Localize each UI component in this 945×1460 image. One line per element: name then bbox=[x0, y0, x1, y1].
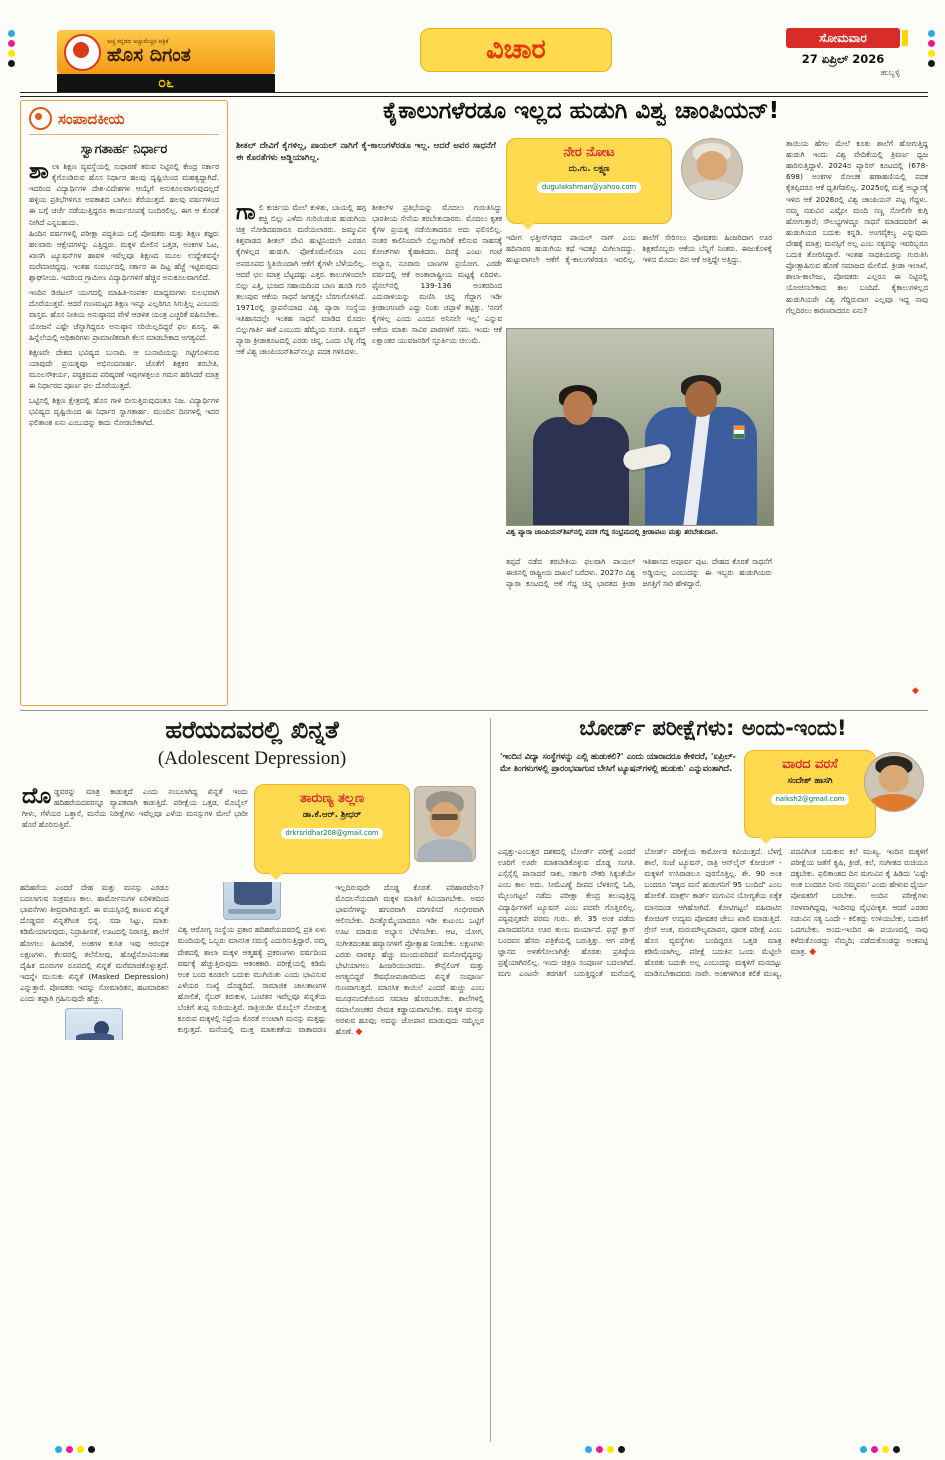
left-column-label: ತಾರುಣ್ಯ ತಲ್ಲಣ bbox=[299, 791, 365, 806]
main-headline: ಕೈಕಾಲುಗಳೆರಡೂ ಇಲ್ಲದ ಹುಡುಗಿ ವಿಶ್ವ ಚಾಂಪಿಯನ್! bbox=[382, 98, 780, 124]
main-standfirst: ಶೀತಲ್ ದೇವಿಗೆ ಕೈಗಳಿಲ್ಲ, ಪಾಯಲ್ ನಾಗಿಗೆ ಕೈ-ಕಾಲುಗಳೆರಡೂ ಇಲ್ಲ. ಆದರೆ ಅವರ ಸಾಧನೆಗೆ ಈ ಕೊರತೆಗಳು ಅಡ್ಡಿಯಾಗಿಲ್ಲ. bbox=[236, 141, 496, 164]
left-article-column-1: ಹದಿಹರೆಯ ಎಂದರೆ ದೇಹ ಮತ್ತು ಮನಸ್ಸು ಎರಡೂ ಬದಲಾಗುವ ಸಂಕ್ರಮಣ ಕಾಲ. ಹಾರ್ಮೋನುಗಳ ಏರಿಳಿತದಿಂದ ಭಾವನೆಗಳು ತೀವ್ರವಾಗಿರುತ್ತವೆ. ಈ ವಯಸ್ಸಿನಲ್ಲಿ ಕಾಣುವ ಖಿನ್ನತೆ ದೊಡ್ಡವರ ಖಿನ್ನತೆಗಿಂತ ಭಿನ್ನ. ಸದಾ ಸಿಟ್ಟು, ಮಾತು ಕಡಿಮೆಯಾಗುವುದು, ನಿದ್ರಾಹೀನತೆ, ಊಟದಲ್ಲಿ ನಿರಾಸಕ್ತಿ, ಶಾಲೆಗೆ ಹೋಗಲು ಹಿಂಜರಿಕೆ, ಅಂಕಗಳ ಕುಸಿತ ಇವು ಆರಂಭಿಕ ಲಕ್ಷಣಗಳು. ಕೆಲವರಲ್ಲಿ ತಲೆನೋವು, ಹೊಟ್ಟೆನೋವಿನಂತಹ ದೈಹಿಕ ದೂರುಗಳ ರೂಪದಲ್ಲಿ ಖಿನ್ನತೆ ಮರೆಮಾಚಿಕೊಳ್ಳುತ್ತದೆ. ಇದನ್ನೇ ಮುಸುಕು ಖಿನ್ನತೆ (Masked Depression) ಎನ್ನುತ್ತಾರೆ. ಪೋಷಕರು ಇದನ್ನು ಸೋಮಾರಿತನ, ಹಟಮಾರಿತನ ಎಂದು ತಪ್ಪಾಗಿ ಗ್ರಹಿಸುವುದೇ ಹೆಚ್ಚು. bbox=[20, 883, 169, 1004]
editorial-header bbox=[29, 107, 219, 135]
main-column-mid-bottom: ತಪ್ಪದೆ ನಡೆದ ತರಬೇತಿಯ ಫಲವಾಗಿ ಪಾಯಲ್ ಈಜಿನಲ್ಲಿ ರಾಷ್ಟ್ರೀಯ ದಾಖಲೆ ಬರೆದಳು. 2027ರ ವಿಶ್ವ ಪ್ಯಾರಾ ಕೂಟದಲ್ಲಿ ಆಕೆ ಗೆದ್ದ ಚಿನ್ನ ಭಾರತದ ಕ್ರೀಡಾ ಇತಿಹಾಸದ ಅಪೂರ್ವ ಪುಟ. ದೇಹದ ಕೊರತೆ ಸಾಧನೆಗೆ ಅಡ್ಡಿಯಲ್ಲ ಎಂಬುದನ್ನು ಈ ಇಬ್ಬರು ಹುಡುಗಿಯರು ಜಗತ್ತಿಗೆ ಸಾರಿ ಹೇಳಿದ್ದಾರೆ. bbox=[506, 557, 772, 589]
left-article-subtitle: (Adolescent Depression) bbox=[157, 748, 347, 769]
editorial-paragraph: ಇಂದಿನ ಡಿಜಿಟಲ್ ಯುಗದಲ್ಲಿ ಮಾಹಿತಿ-ಸಂಪರ್ಕ ಮಾಧ್ಯಮಗಳು ಸುಲಭವಾಗಿ ದೊರೆಯುತ್ತವೆ. ಆದರೆ ಗುಣಮಟ್ಟದ ಶಿಕ್ಷಣ ಇನ್ನೂ ಎಲ್ಲರಿಗೂ ಸಿಗುತ್ತಿಲ್ಲ ಎಂಬುದು ವಾಸ್ತವ. ಹೊಸ ನೀತಿಯ ಅನುಷ್ಠಾನದ ವೇಳೆ ಆಡಳಿತ ಯಂತ್ರ ಎಚ್ಚರಿಕೆ ವಹಿಸಬೇಕು. ಯೋಜನೆ ಎಷ್ಟೇ ಚೆನ್ನಾಗಿದ್ದರೂ ಅನುಷ್ಠಾನ ಸರಿಯಿಲ್ಲದಿದ್ದರೆ ಫಲ ಶೂನ್ಯ. ಈ ಹಿನ್ನೆಲೆಯಲ್ಲಿ ಅಧಿಕಾರಿಗಳು ಪ್ರಾಮಾಣಿಕವಾಗಿ ಕೆಲಸ ಮಾಡಬೇಕಾದ ಅಗತ್ಯವಿದೆ. bbox=[29, 288, 219, 342]
day-label: ಸೋಮವಾರ bbox=[819, 31, 867, 45]
registration-marks-bottom-left bbox=[55, 1446, 95, 1453]
reg-dot-black-icon bbox=[618, 1446, 625, 1453]
left-article-column-3: ಪರಿಹಾರವೇನು? ಮೊದಲನೆಯದಾಗಿ ಮಕ್ಕಳ ಮಾತಿಗೆ ಕಿವಿಯಾಗಬೇಕು. ಅವರ ಭಾವನೆಗಳನ್ನು ಹಗುರವಾಗಿ ಪರಿಗಣಿಸದೆ ಗಂಭೀರವಾಗಿ ಆಲಿಸಬೇಕು. ದಿನಕ್ಕೊಮ್ಮೆಯಾದರೂ ಇಡೀ ಕುಟುಂಬ ಒಟ್ಟಿಗೆ ಊಟ ಮಾಡುವ ಅಭ್ಯಾಸ ಬೆಳೆಸಬೇಕು. ಆಟ, ಯೋಗ, ಸಂಗೀತದಂತಹ ಹವ್ಯಾಸಗಳಿಗೆ ಪ್ರೋತ್ಸಾಹ ನೀಡಬೇಕು. ಲಕ್ಷಣಗಳು ಎರಡು ವಾರಕ್ಕೂ ಹೆಚ್ಚು ಮುಂದುವರಿದರೆ ಮನೋವೈದ್ಯರನ್ನು ಭೇಟಿಯಾಗಲು ಹಿಂಜರಿಯಬಾರದು. ಕೌನ್ಸೆಲಿಂಗ್ ಮತ್ತು ಅಗತ್ಯಬಿದ್ದರೆ ಔಷಧೋಪಚಾರದಿಂದ ಖಿನ್ನತೆ ಸಂಪೂರ್ಣ ಗುಣವಾಗುತ್ತದೆ. ಮಾನಸಿಕ ಕಾಯಿಲೆ ಎಂದರೆ ಹುಚ್ಚು ಎಂಬ ಮೂಢನಂಬಿಕೆಯಿಂದ ಸಮಾಜ ಹೊರಬರಬೇಕು. ಶಾಲೆಗಳಲ್ಲಿ ಸಮಾಲೋಚಕರ ನೇಮಕ ಕಡ್ಡಾಯವಾಗಬೇಕು. ಮಕ್ಕಳ ಮನಸ್ಸು ಅರಳುವ ಹೂವು; ಅದನ್ನು ಜೋಪಾನ ಮಾಡುವುದು ನಮ್ಮೆಲ್ಲರ ಹೊಣೆ. bbox=[335, 883, 484, 1037]
main-author-email: dugulakshman@yahoo.com bbox=[537, 182, 641, 193]
right-column-label: ವಾರದ ವರಸೆ bbox=[782, 757, 838, 772]
avatar-glasses bbox=[432, 814, 458, 820]
avatar-shirt bbox=[684, 181, 739, 200]
registration-marks-bottom-center bbox=[585, 1446, 625, 1453]
left-byline-badge bbox=[254, 784, 410, 874]
avatar-face bbox=[879, 765, 909, 793]
day-banner bbox=[786, 28, 900, 48]
editorial-body bbox=[29, 161, 219, 681]
reg-dot-magenta-icon bbox=[871, 1446, 878, 1453]
photo-caption: ವಿಶ್ವ ಪ್ಯಾರಾ ಚಾಂಪಿಯನ್‌ಶಿಪ್‌ನಲ್ಲಿ ಪದಕ ಗೆದ್ದ ಸಂಭ್ರಮದಲ್ಲಿ ಕ್ರೀಡಾಪಟು ಮತ್ತು ತರಬೇತುದಾರ. bbox=[506, 528, 719, 536]
editorial-section-label: ಸಂಪಾದಕೀಯ bbox=[58, 109, 125, 128]
registration-marks-bottom-right bbox=[860, 1446, 900, 1453]
reg-dot-yellow-icon bbox=[8, 50, 15, 57]
left-article-body bbox=[20, 882, 484, 1440]
right-article-title: ಬೋರ್ಡ್ ಪರೀಕ್ಷೆಗಳು: ಅಂದು-ಇಂದು! bbox=[579, 716, 847, 740]
left-article-intro bbox=[22, 786, 248, 878]
masthead-name: ಹೊಸ ದಿಗಂತ bbox=[107, 44, 191, 66]
editorial-box bbox=[20, 100, 228, 706]
masthead-text bbox=[107, 39, 191, 65]
right-author-name: ಸಂದೇಶ್ ಹಾಸಗಿ bbox=[787, 776, 833, 787]
page-number-strip: ೦೬ bbox=[57, 74, 275, 92]
article-photo bbox=[506, 328, 774, 526]
editorial-paragraph: ಶಿಕ್ಷಣವೇ ದೇಶದ ಭವಿಷ್ಯದ ಬುನಾದಿ. ಆ ಬುನಾದಿಯನ್ನು ಗಟ್ಟಿಗೊಳಿಸುವ ಯಾವುದೇ ಪ್ರಯತ್ನವೂ ಅಭಿನಂದನಾರ್ಹ. ಜೊತೆಗೆ ಶಿಕ್ಷಕರ ತರಬೇತಿ, ಮೂಲಸೌಕರ್ಯ, ಪಠ್ಯಕ್ರಮದ ಪರಿಷ್ಕರಣೆ ಇವುಗಳತ್ತಲೂ ಗಮನ ಹರಿಸಿದರೆ ಮಾತ್ರ ಈ ನಿರ್ಧಾರದ ಪೂರ್ಣ ಫಲ ದೊರೆಯುತ್ತದೆ. bbox=[29, 347, 219, 391]
left-author-photo bbox=[414, 786, 476, 862]
main-author-photo bbox=[681, 138, 743, 200]
registration-marks-top-right bbox=[928, 30, 935, 67]
main-byline-badge bbox=[506, 138, 672, 224]
editorial-paragraph: ಲಾ ಶಿಕ್ಷಣ ವ್ಯವಸ್ಥೆಯಲ್ಲಿ ಸುಧಾರಣೆ ತರುವ ನಿಟ್ಟಿನಲ್ಲಿ ಕೇಂದ್ರ ಸರ್ಕಾರ ಕೈಗೊಂಡಿರುವ ಹೊಸ ನಿರ್ಧಾರ ಹಲವು ದೃಷ್ಟಿಯಿಂದ ಮಹತ್ವದ್ದಾಗಿದೆ. ಇದರಿಂದ ವಿದ್ಯಾರ್ಥಿಗಳ ದೇಶ-ವಿದೇಶಗಳ ಆಯ್ಕೆಗೆ ಅನುಕೂಲವಾಗುವುದಲ್ಲದೆ ಹಳ್ಳಿಯ ಪ್ರತಿಭೆಗಳಿಗೂ ಅವಕಾಶದ ಬಾಗಿಲು ತೆರೆಯುತ್ತದೆ. ಹಲವು ವರ್ಷಗಳಿಂದ ಈ ಬಗ್ಗೆ ಚರ್ಚೆ ನಡೆಯುತ್ತಿದ್ದರೂ ಕಾರ್ಯರೂಪಕ್ಕೆ ಬಂದಿರಲಿಲ್ಲ. ಈಗ ಆ ಕೊರತೆ ನೀಗಿದೆ ಎನ್ನಬಹುದು. bbox=[29, 162, 219, 227]
main-article bbox=[234, 98, 928, 706]
main-column-2: ಶೀತಲ್‌ಳ ಪ್ರತಿಭೆಯನ್ನು ಮೊದಲು ಗುರುತಿಸಿದ್ದು ಭಾರತೀಯ ಸೇನೆಯ ತರಬೇತುದಾರರು. ಮೊದಲು ಕೃತಕ ಕೈಗಳ ಪ್ರಯತ್ನ ನಡೆಯಿತಾದರೂ ಅದು ಫಲಿಸಲಿಲ್ಲ. ನಂತರ ಕಾಲಿನಿಂದಲೇ ಬಿಲ್ಲುಗಾರಿಕೆ ಕಲಿಸುವ ಸಾಹಸಕ್ಕೆ ಕೋಚ್‌ಗಳು ಕೈಹಾಕಿದರು. ದಿನಕ್ಕೆ ಎಂಟು ಗಂಟೆ ಅಭ್ಯಾಸ, ನೂರಾರು ಬಾಣಗಳ ಪ್ರಯೋಗ. ಎರಡೇ ವರ್ಷದಲ್ಲಿ ಆಕೆ ಅಂತಾರಾಷ್ಟ್ರೀಯ ಮಟ್ಟಕ್ಕೆ ಏರಿದಳು. ಫೈನಲ್‌ನಲ್ಲಿ 139-136 ಅಂತರದಿಂದ ಎದುರಾಳಿಯನ್ನು ಮಣಿಸಿ ಚಿನ್ನ ಗೆದ್ದಾಗ ಇಡೀ ಕ್ರೀಡಾಂಗಣವೇ ಎದ್ದು ನಿಂತು ಚಪ್ಪಾಳೆ ತಟ್ಟಿತ್ತು. 'ನನಗೆ ಕೈಗಳಿಲ್ಲ ಎಂದು ಎಂದೂ ಅನಿಸಲೇ ಇಲ್ಲ' ಎನ್ನುವ ಆಕೆಯ ಮಾತು ಸಾವಿರ ಪಾಠಗಳಿಗೆ ಸಮ. ಇಂದು ಆಕೆ ಲಕ್ಷಾಂತರ ಯುವಜನರಿಗೆ ಸ್ಫೂರ್ತಿಯ ಚಿಲುಮೆ. bbox=[372, 203, 502, 346]
right-author-email: naiksh2@gmail.com bbox=[771, 794, 850, 805]
reg-dot-magenta-icon bbox=[8, 40, 15, 47]
left-article-column-2: ವಿಶ್ವ ಆರೋಗ್ಯ ಸಂಸ್ಥೆಯ ಪ್ರಕಾರ ಹದಿಹರೆಯದವರಲ್ಲಿ ಪ್ರತಿ ಏಳು ಮಂದಿಯಲ್ಲಿ ಒಬ್ಬರು ಮಾನಸಿಕ ಸಮಸ್ಯೆ ಎದುರಿಸುತ್ತಿದ್ದಾರೆ. ನಮ್ಮ ದೇಶದಲ್ಲಿ ಶಾಲಾ ಮಕ್ಕಳ ಆತ್ಮಹತ್ಯೆ ಪ್ರಕರಣಗಳು ವರ್ಷದಿಂದ ವರ್ಷಕ್ಕೆ ಹೆಚ್ಚುತ್ತಿರುವುದು ಆತಂಕಕಾರಿ. ಪರೀಕ್ಷೆಯಲ್ಲಿ ಕಡಿಮೆ ಅಂಕ ಬಂದ ಕೂಡಲೇ ಬದುಕು ಮುಗಿಯಿತು ಎಂದು ಭಾವಿಸುವ ಎಳೆಯರ ಸಂಖ್ಯೆ ದೊಡ್ಡದಿದೆ. ಸಾಮಾಜಿಕ ಜಾಲತಾಣಗಳ ಹೋಲಿಕೆ, ಸೈಬರ್ ಕಿರುಕುಳ, ಒಂಟಿತನ ಇವೆಲ್ಲವೂ ಖಿನ್ನತೆಯ ಬೆಂಕಿಗೆ ತುಪ್ಪ ಸುರಿಯುತ್ತಿವೆ. ರಾತ್ರಿಯಿಡೀ ಮೊಬೈಲ್ ನೋಡುತ್ತ ಕೂರುವ ಮಕ್ಕಳಲ್ಲಿ ನಿದ್ರೆಯ ಕೊರತೆ ಉಂಟಾಗಿ ಮನಸ್ಸು ಮತ್ತಷ್ಟು ಕುಗ್ಗುತ್ತದೆ. ಮನೆಯಲ್ಲಿ ಮುಕ್ತ ಮಾತುಕತೆಯ ವಾತಾವರಣ ಇಲ್ಲದಿರುವುದೇ ದೊಡ್ಡ ಕೊರತೆ. bbox=[177, 883, 433, 1035]
reg-dot-magenta-icon bbox=[928, 40, 935, 47]
right-article-column-2: ಇಂದು ಚಿತ್ರಣ ಸಂಪೂರ್ಣ ಬದಲಾಗಿದೆ. ಮಗು ಎಂಟನೇ ತರಗತಿಗೆ ಬರುತ್ತಿದ್ದಂತೆ ಮನೆಯಲ್ಲಿ ಬೋರ್ಡ್ ಪರೀಕ್ಷೆಯ ಕಾರ್ಮೋಡ ಕವಿಯುತ್ತದೆ. ಬೆಳಗ್ಗೆ ಶಾಲೆ, ಸಂಜೆ ಟ್ಯೂಷನ್, ರಾತ್ರಿ ಆನ್‌ಲೈನ್ ಕೋಚಿಂಗ್ - ಮಕ್ಕಳಿಗೆ ಉಸಿರಾಡಲೂ ಪುರಸೊತ್ತಿಲ್ಲ. ಶೇ. 90 ಅಂಕ ಬಂದರೂ 'ಪಕ್ಕದ ಮನೆ ಹುಡುಗನಿಗೆ 95 ಬಂದಿದೆ' ಎಂಬ ಹೋಲಿಕೆ. ಮಾರ್ಕ್ಸ್ ಕಾರ್ಡ್ ಮಗುವಿನ ಯೋಗ್ಯತೆಯ ಏಕೈಕ ಮಾನದಂಡ ಆಗಿಹೋಗಿದೆ. ಕೋಟಿಗಟ್ಟಲೆ ವಹಿವಾಟಿನ ಕೋಚಿಂಗ್ ಉದ್ಯಮ ಪೋಷಕರ ಜೇಬು ಖಾಲಿ ಮಾಡುತ್ತಿದೆ. ಗ್ರೇಸ್ ಅಂಕ, ಮರುಮೌಲ್ಯಮಾಪನ, ಪೂರಕ ಪರೀಕ್ಷೆ ಎಂಬ ಹೊಸ ವ್ಯವಸ್ಥೆಗಳು ಬಂದಿದ್ದರೂ ಒತ್ತಡ ಮಾತ್ರ ಕಡಿಮೆಯಾಗಿಲ್ಲ. bbox=[498, 847, 782, 979]
main-dropcap: ಗಾ bbox=[236, 202, 256, 225]
bottom-column-divider bbox=[490, 718, 491, 1442]
edition-label: ಹುಬ್ಬಳ್ಳಿ bbox=[880, 68, 900, 77]
reg-dot-magenta-icon bbox=[596, 1446, 603, 1453]
main-column-1-text: ಲಿ ಕುರ್ಚಿಯ ಮೇಲೆ ಕುಳಿತು, ಬಾಯಲ್ಲಿ ಹಗ್ಗ ಕಚ್ಚಿ ಬಿಲ್ಲು ಎಳೆದು ಗುರಿಯಿಡುವ ಹುಡುಗಿಯ ಚಿತ್ರ ನೋಡಿದವರಾರೂ ಮರೆಯಲಾರರು. ಜಮ್ಮುವಿನ ಕಿಶ್ತವಾಡದ ಶೀತಲ್ ದೇವಿ ಹುಟ್ಟಿನಿಂದಲೇ ಎರಡೂ ಕೈಗಳಿಲ್ಲದ ಹುಡುಗಿ. ಫೋಕೊಮೇಲಿಯಾ ಎಂಬ ಅಪರೂಪದ ಸ್ಥಿತಿಯಿಂದಾಗಿ ಆಕೆಗೆ ಕೈಗಳೇ ಬೆಳೆಯಲಿಲ್ಲ. ಆದರೆ ಛಲ ಮಾತ್ರ ಬೆಟ್ಟದಷ್ಟು ಎತ್ತರ. ಕಾಲುಗಳಿಂದಲೇ ಬಿಲ್ಲು ಎತ್ತಿ, ಭುಜದ ಸಹಾಯದಿಂದ ಬಾಣ ಹೂಡಿ ಗುರಿ ತಲುಪುವ ಆಕೆಯ ಸಾಧನೆ ಜಗತ್ತನ್ನೇ ಬೆರಗುಗೊಳಿಸಿದೆ. 1971ರಲ್ಲಿ ಸ್ಥಾಪನೆಯಾದ ವಿಶ್ವ ಪ್ಯಾರಾ ಸಂಸ್ಥೆಯ ಇತಿಹಾಸದಲ್ಲೇ ಇಂತಹ ಸಾಧನೆ ಮಾಡಿದ ಮೊದಲ ಬಿಲ್ಲುಗಾರ್ತಿ ಈಕೆ ಎಂಬುದು ಹೆಮ್ಮೆಯ ಸಂಗತಿ. ಏಷ್ಯನ್ ಪ್ಯಾರಾ ಕ್ರೀಡಾಕೂಟದಲ್ಲಿ ಎರಡು ಚಿನ್ನ, ಒಂದು ಬೆಳ್ಳಿ ಗೆದ್ದ ಆಕೆ ವಿಶ್ವ ಚಾಂಪಿಯನ್‌ಶಿಪ್‌ನಲ್ಲೂ ಪದಕ ಗಳಿಸಿದಳು. bbox=[236, 203, 366, 357]
header-divider bbox=[20, 92, 928, 97]
photo-figure-right-face bbox=[685, 381, 717, 417]
left-author-email: drkrsridhar208@gmail.com bbox=[281, 828, 384, 839]
reg-dot-yellow-icon bbox=[77, 1446, 84, 1453]
illustration-floor bbox=[228, 909, 276, 914]
right-article-intro: 'ಇಂದಿನ ವಿದ್ಯಾ ಸಂಸ್ಥೆಗಳನ್ನು ಎಲ್ಲಿ ಹುಡುಕಲಿ?' ಎಂದು ಯಾರಾದರೂ ಕೇಳಿದರೆ, 'ಏಪ್ರಿಲ್-ಮೇ ತಿಂಗಳುಗಳಲ್ಲಿ ಪ್ರಾರಂಭವಾಗುವ ಬೇಸಿಗೆ ಟ್ಯೂಷನ್‌ಗಳಲ್ಲಿ ಹುಡುಕು' ಎನ್ನುವಂತಾಗಿದೆ. bbox=[500, 751, 736, 774]
right-author-photo bbox=[864, 752, 924, 812]
reg-dot-black-icon bbox=[928, 60, 935, 67]
right-article-column-3: ಪರೀಕ್ಷೆ ಬದುಕಿನ ಒಂದು ಮೆಟ್ಟಿಲೇ ಹೊರತು ಬದುಕೇ ಅಲ್ಲ ಎಂಬುದನ್ನು ಮಕ್ಕಳಿಗೆ ಮನದಟ್ಟು ಮಾಡಿಸಬೇಕಾದವರು ನಾವೇ. ಅಂಕಗಳಿಗಿಂತ ಕಲಿಕೆ ಮುಖ್ಯ, ಪದವಿಗಿಂತ ಬದುಕುವ ಕಲೆ ಮುಖ್ಯ. ಇಂದಿನ ಮಕ್ಕಳಿಗೆ ಪರೀಕ್ಷೆಯ ಜತೆಗೆ ಕೃಷಿ, ಕ್ರೀಡೆ, ಕಲೆ, ಸಂಗೀತದ ರುಚಿಯೂ ದಕ್ಕಬೇಕು. ಫಲಿತಾಂಶದ ದಿನ ಮಗುವಿನ ಕೈ ಹಿಡಿದು 'ಎಷ್ಟೇ ಅಂಕ ಬಂದರೂ ನೀನು ನಮ್ಮವನು' ಎಂದು ಹೇಳುವ ಧೈರ್ಯ ಪೋಷಕರಿಗೆ ಬರಬೇಕು. ಅಂದಿನ ಪರೀಕ್ಷೆಗಳು ಸರಳವಾಗಿದ್ದವು, ಇಂದಿನವು ವೈಭವೀಕೃತ. ಆದರೆ ಎರಡರ ನಡುವಿನ ಸತ್ಯ ಒಂದೇ - ಕಲಿತದ್ದು ಉಳಿಯಬೇಕು, ಬದುಕಿಗೆ ಒದಗಬೇಕು. ಅಂದು-ಇಂದಿನ ಈ ಪಯಣದಲ್ಲಿ ನಾವು ಕಳೆದುಕೊಂಡದ್ದು ನೆಮ್ಮದಿ; ಪಡೆದುಕೊಂಡದ್ದು ಅಂಕಪಟ್ಟಿ ಮಾತ್ರ. bbox=[644, 847, 928, 979]
avatar-face bbox=[696, 151, 727, 180]
right-byline-badge bbox=[744, 750, 876, 838]
reg-dot-black-icon bbox=[88, 1446, 95, 1453]
left-article-intro-text: ಡ್ಡವರನ್ನು ಮಾತ್ರ ಕಾಡುತ್ತದೆ ಎಂದು ನಂಬಲಾಗಿದ್ದ ಖಿನ್ನತೆ ಇಂದು ಹದಿಹರೆಯದವರನ್ನೂ ವ್ಯಾಪಕವಾಗಿ ಕಾಡುತ್ತಿದೆ. ಪರೀಕ್ಷೆಯ ಒತ್ತಡ, ಮೊಬೈಲ್ ಗೀಳು, ಗೆಳೆಯರ ಒತ್ತಾಸೆ, ಮನೆಯ ನಿರೀಕ್ಷೆಗಳು ಇವೆಲ್ಲವೂ ಎಳೆಯ ಮನಸ್ಸುಗಳ ಮೇಲೆ ಭಾರೀ ಹೊರೆ ಹೊರಿಸುತ್ತಿವೆ. bbox=[22, 787, 248, 830]
masthead bbox=[57, 30, 275, 74]
avatar-face bbox=[429, 802, 460, 838]
main-column-label: ನೇರ ನೋಟ bbox=[563, 145, 615, 160]
right-article-body bbox=[498, 846, 928, 1438]
reg-dot-cyan-icon bbox=[860, 1446, 867, 1453]
reg-dot-cyan-icon bbox=[928, 30, 935, 37]
photo-figure-left bbox=[533, 417, 629, 526]
reg-dot-black-icon bbox=[8, 60, 15, 67]
masthead-tagline: ಅಚ್ಚ ಕನ್ನಡದ ಅಚ್ಚುಮೆಚ್ಚಿನ ಪತ್ರಿಕೆ bbox=[107, 39, 169, 45]
reg-dot-yellow-icon bbox=[607, 1446, 614, 1453]
main-column-5: ತಾಯಿಯ ಹೆಗಲ ಮೇಲೆ ಕೂತು ಶಾಲೆಗೆ ಹೋಗುತ್ತಿದ್ದ ಹುಡುಗಿ ಇಂದು ವಿಶ್ವ ವೇದಿಕೆಯಲ್ಲಿ ತ್ರಿವರ್ಣ ಧ್ವಜ ಹಾರಿಸುತ್ತಿದ್ದಾಳೆ. 2024ರ ಪ್ಯಾರಿಸ್ ಕೂಟದಲ್ಲಿ (678-698) ಅಂಕಗಳ ರೋಚಕ ಹಣಾಹಣಿಯಲ್ಲಿ ಪದಕ ಕೈತಪ್ಪಿದರೂ ಆಕೆ ಧೃತಿಗೆಡಲಿಲ್ಲ. 2025ರಲ್ಲಿ ಮತ್ತೆ ಅಭ್ಯಾಸಕ್ಕೆ ಇಳಿದ ಆಕೆ 2026ರಲ್ಲಿ ವಿಶ್ವ ಚಾಂಪಿಯನ್ ಪಟ್ಟ ಗೆದ್ದಳು. ನಮ್ಮ ನಡುವಿನ ಎಷ್ಟೋ ಮಂದಿ ಸಣ್ಣ ಸೋಲಿಗೇ ಕುಗ್ಗಿ ಹೋಗುತ್ತಾರೆ; ಸೌಲಭ್ಯಗಳಿದ್ದೂ ಸಾಧನೆ ಮಾಡದವರಿಗೆ ಈ ಹುಡುಗಿಯರ ಬದುಕು ಕನ್ನಡಿ. ಅಂಗವೈಕಲ್ಯ ಎನ್ನುವುದು ದೇಹಕ್ಕೆ ಮಾತ್ರ; ಮನಸ್ಸಿಗೆ ಅಲ್ಲ ಎಂಬ ಸತ್ಯವನ್ನು ಇವರಿಬ್ಬರೂ ಬದುಕಿ ತೋರಿಸಿದ್ದಾರೆ. ಇಂತಹ ಸಾಧಕಿಯರನ್ನು ಗುರುತಿಸಿ ಪ್ರೋತ್ಸಾಹಿಸುವ ಹೊಣೆ ಸಮಾಜದ ಮೇಲಿದೆ. ಕ್ರೀಡಾ ಇಲಾಖೆ, ಶಾಲಾ-ಕಾಲೇಜು, ಪೋಷಕರು ಎಲ್ಲರೂ ಈ ನಿಟ್ಟಿನಲ್ಲಿ ಯೋಚಿಸಬೇಕಾದ ಕಾಲ ಬಂದಿದೆ. ಕೈಕಾಲುಗಳಿಲ್ಲದ ಹುಡುಗಿಯರೇ ವಿಶ್ವ ಗೆದ್ದಿರುವಾಗ ಎಲ್ಲವೂ ಇದ್ದ ನಾವು ಗೆಲ್ಲದಿರಲು ಕಾರಣವಾದರೂ ಏನು? bbox=[786, 139, 928, 315]
reg-dot-black-icon bbox=[893, 1446, 900, 1453]
section-title: ವಿಚಾರ bbox=[420, 28, 612, 72]
main-author-name: ದು.ಗು. ಲಕ್ಷ್ಮಣ bbox=[568, 164, 610, 175]
editorial-paragraph: ಒಟ್ಟಿನಲ್ಲಿ ಶಿಕ್ಷಣ ಕ್ಷೇತ್ರದಲ್ಲಿ ಹೊಸ ಗಾಳಿ ಬೀಸುತ್ತಿರುವುದಂತೂ ನಿಜ. ವಿದ್ಯಾರ್ಥಿಗಳ ಭವಿಷ್ಯದ ದೃಷ್ಟಿಯಿಂದ ಈ ನಿರ್ಧಾರ ಸ್ವಾಗತಾರ್ಹ. ಮುಂದಿನ ದಿನಗಳಲ್ಲಿ ಇದರ ಫಲಿತಾಂಶ ಏನು ಎಂಬುದನ್ನು ಕಾದು ನೋಡಬೇಕಾಗಿದೆ. bbox=[29, 396, 219, 428]
editorial-dropcap: ಶಾ bbox=[29, 161, 49, 184]
editorial-logo-icon bbox=[29, 107, 52, 130]
editorial-paragraph: ಹಿಂದಿನ ವರ್ಷಗಳಲ್ಲಿ ಪರೀಕ್ಷಾ ಪದ್ಧತಿಯ ಬಗ್ಗೆ ಪೋಷಕರು ಮತ್ತು ಶಿಕ್ಷಣ ತಜ್ಞರು ಹಲವಾರು ಆಕ್ಷೇಪಗಳನ್ನು ಎತ್ತಿದ್ದರು. ಮಕ್ಕಳ ಮೇಲಿನ ಒತ್ತಡ, ಅಂಕಗಳ ಓಟ, ಖಾಸಗಿ ಟ್ಯೂಷನ್‌ಗಳ ಹಾವಳಿ ಇವೆಲ್ಲವೂ ಶಿಕ್ಷಣದ ಮೂಲ ಉದ್ದೇಶವನ್ನೇ ಮರೆಮಾಚಿದ್ದವು. ಇಂತಹ ಸಂದರ್ಭದಲ್ಲಿ ಸರ್ಕಾರ ಈ ದಿಟ್ಟ ಹೆಜ್ಜೆ ಇಟ್ಟಿರುವುದು ಶ್ಲಾಘನೀಯ. ಇದರಿಂದ ಗ್ರಾಮೀಣ ವಿದ್ಯಾರ್ಥಿಗಳಿಗೆ ಹೆಚ್ಚಿನ ಅನುಕೂಲವಾಗಲಿದೆ. bbox=[29, 228, 219, 283]
left-article-title: ಹರೆಯದವರಲ್ಲಿ ಖಿನ್ನತೆ bbox=[165, 716, 339, 744]
issue-date: 27 ಏಪ್ರಿಲ್ 2026 bbox=[801, 52, 885, 66]
photo-figure-left-face bbox=[563, 391, 593, 425]
reg-dot-magenta-icon bbox=[66, 1446, 73, 1453]
reg-dot-yellow-icon bbox=[882, 1446, 889, 1453]
day-banner-accent bbox=[902, 30, 908, 46]
article-end-icon: ◆ bbox=[912, 686, 919, 696]
avatar-shirt bbox=[417, 839, 472, 862]
left-author-name: ಡಾ.ಕೆ.ಆರ್. ಶ್ರೀಧರ್ bbox=[302, 810, 362, 821]
reg-dot-cyan-icon bbox=[585, 1446, 592, 1453]
left-article-dropcap: ದೊ bbox=[22, 786, 52, 809]
avatar-shirt bbox=[867, 794, 920, 812]
article-end-icon: ◆ bbox=[355, 1027, 363, 1038]
main-column-mid-top: ಇದೀಗ ಛತ್ತೀಸ್‌ಗಢದ ಪಾಯಲ್ ನಾಗ್ ಎಂಬ ಹದಿನಾರರ ಹುಡುಗಿಯ ಕಥೆ ಇದಕ್ಕೂ ಮಿಗಿಲಾದದ್ದು. ಹುಟ್ಟುವಾಗಲೇ ಆಕೆಗೆ ಕೈ-ಕಾಲುಗಳೆರಡೂ ಇರಲಿಲ್ಲ. ಶಾಲೆಗೆ ಸೇರಿಸಲು ಪೋಷಕರು ಹಿಂಜರಿದಾಗ ಊರ ಶಿಕ್ಷಕರೊಬ್ಬರು ಆಕೆಯ ಬೆನ್ನಿಗೆ ನಿಂತರು. ಈಜುಕೊಳಕ್ಕೆ ಇಳಿದ ಮೊದಲ ದಿನ ಆಕೆ ಅತ್ತಿದ್ದೇ ಅತ್ತಿದ್ದು. bbox=[506, 233, 772, 265]
main-column-1 bbox=[236, 202, 366, 696]
photo-flag-patch-icon bbox=[733, 425, 745, 439]
reg-dot-yellow-icon bbox=[928, 50, 935, 57]
registration-marks-top-left bbox=[8, 30, 15, 67]
right-article-column-1: ಎಪ್ಪತ್ತು-ಎಂಬತ್ತರ ದಶಕದಲ್ಲಿ ಬೋರ್ಡ್ ಪರೀಕ್ಷೆ ಎಂದರೆ ಊರಿಗೆ ಊರೇ ಮಾತನಾಡಿಕೊಳ್ಳುವ ದೊಡ್ಡ ಸಂಗತಿ. ಎಸ್ಸೆಸ್ಸೆಲ್ಸಿ ಪಾಸಾದರೆ ಸಾಕು, ಸರ್ಕಾರಿ ನೌಕರಿ ಸಿಕ್ಕಂತೆಯೇ ಎಂಬ ಕಾಲ ಅದು. ಸೀಮೆಎಣ್ಣೆ ದೀಪದ ಬೆಳಕಿನಲ್ಲಿ ಓದಿ, ಮೈಲುಗಟ್ಟಲೆ ನಡೆದು ಪರೀಕ್ಷಾ ಕೇಂದ್ರ ತಲುಪುತ್ತಿದ್ದ ವಿದ್ಯಾರ್ಥಿಗಳಿಗೆ ಟ್ಯೂಷನ್ ಎಂಬ ಪದವೇ ಗೊತ್ತಿರಲಿಲ್ಲ. ಪಠ್ಯಪುಸ್ತಕವೇ ಪರಮ ಗುರು. ಶೇ. 35 ಅಂಕ ಪಡೆದು ಪಾಸಾದವನಿಗೂ ಊರ ತುಂಬ ಮರ್ಯಾದೆ. ಫಸ್ಟ್ ಕ್ಲಾಸ್ ಬಂದವನ ಹೆಸರು ಪತ್ರಿಕೆಯಲ್ಲಿ ಬರುತ್ತಿತ್ತು. ಆಗ ಪರೀಕ್ಷೆ ಜ್ಞಾನದ ಅಳತೆಗೋಲಾಗಿತ್ತೇ ಹೊರತು ಪ್ರತಿಷ್ಠೆಯ ಪ್ರಶ್ನೆಯಾಗಿರಲಿಲ್ಲ. bbox=[498, 847, 636, 968]
reg-dot-cyan-icon bbox=[55, 1446, 62, 1453]
bottom-section-divider bbox=[20, 710, 928, 711]
reg-dot-cyan-icon bbox=[8, 30, 15, 37]
article-end-icon: ◆ bbox=[809, 946, 817, 957]
masthead-logo-icon bbox=[64, 34, 101, 71]
editorial-title: ಸ್ವಾಗತಾರ್ಹ ನಿರ್ಧಾರ bbox=[80, 142, 168, 157]
